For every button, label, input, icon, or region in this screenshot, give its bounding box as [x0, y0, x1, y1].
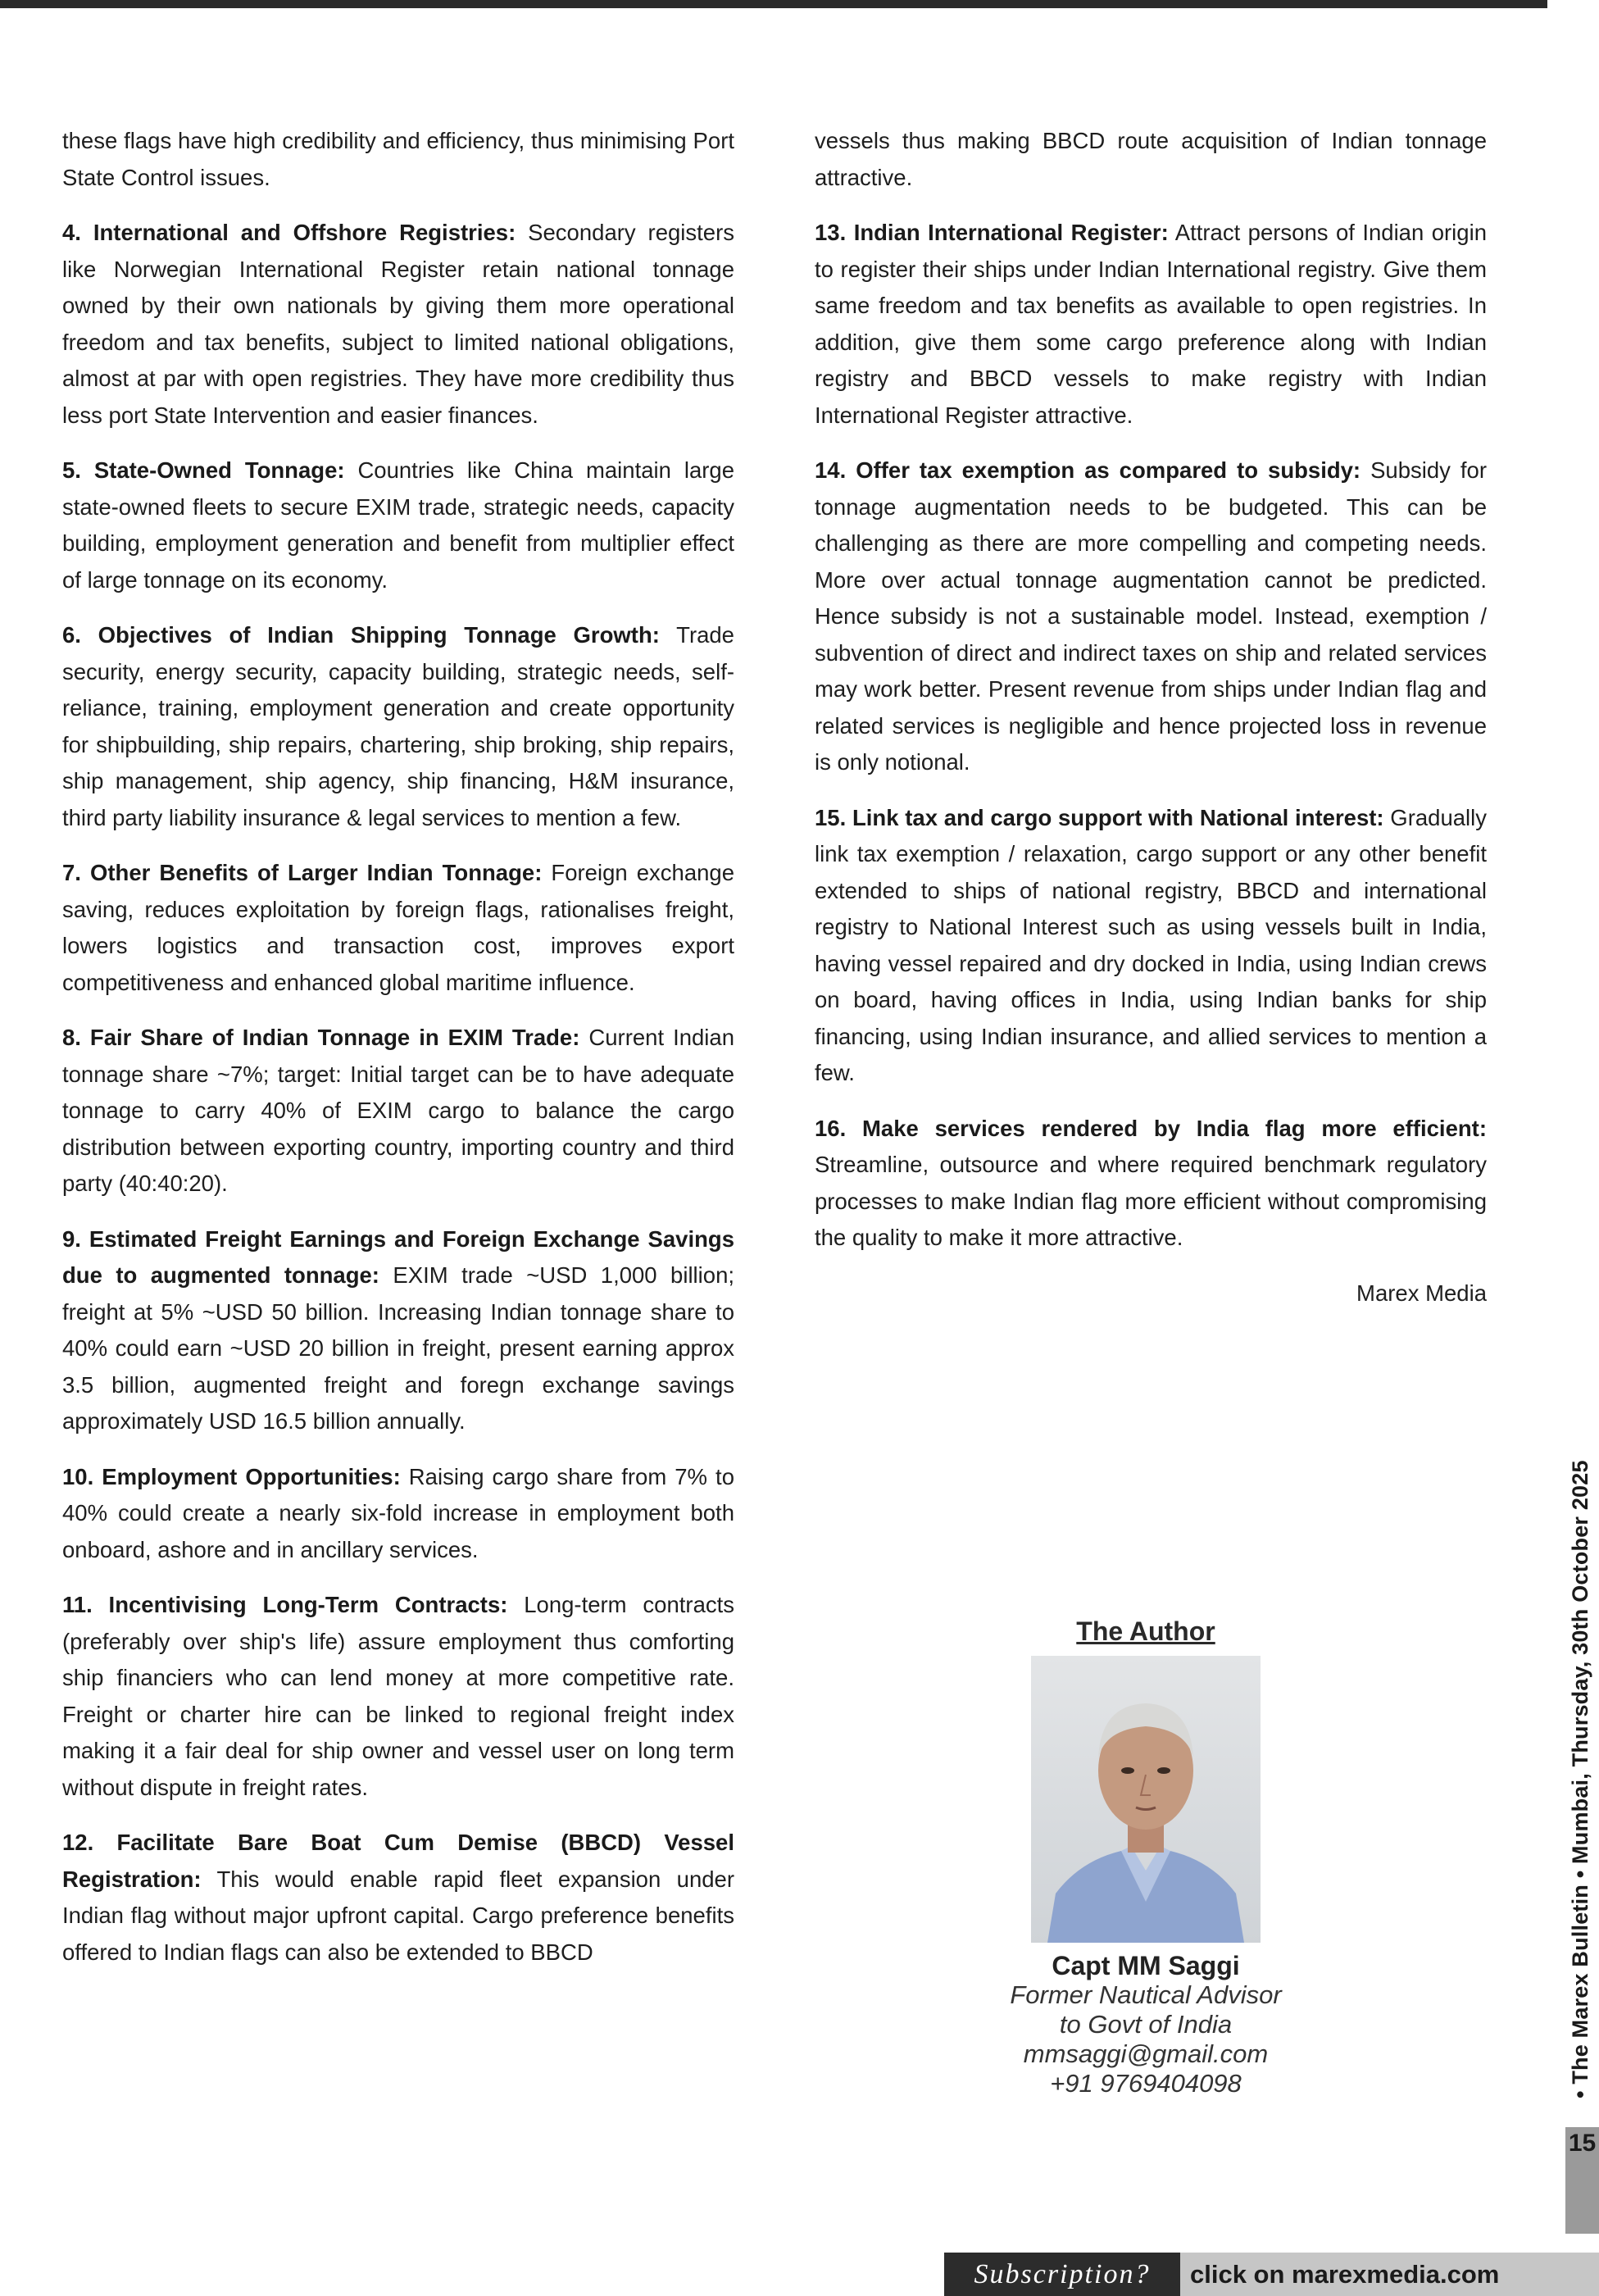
author-title-line-1: Former Nautical Advisor [1010, 1980, 1282, 2009]
paragraph-7 [62, 855, 734, 1001]
paragraph-7-title: 7. Other Benefits of Larger Indian Tonnage: [62, 860, 543, 885]
author-portrait-illustration [1031, 1656, 1261, 1943]
paragraph-13-title: 13. Indian International Register: [815, 220, 1169, 245]
paragraph-8-title: 8. Fair Share of Indian Tonnage in EXIM Trade: [62, 1025, 580, 1050]
page-number: 15 [1565, 2127, 1599, 2160]
paragraph-12-title: 12. Facilitate Bare Boat Cum Demise (BBCD) Vessel Registration: [62, 1830, 734, 1892]
paragraph-13 [815, 215, 1487, 434]
paragraph-11 [62, 1587, 734, 1806]
article-left-column [62, 123, 734, 1989]
author-phone: +91 9769404098 [1050, 2069, 1242, 2098]
author-box [916, 1616, 1375, 2098]
subscription-link[interactable]: click on marexmedia.com [1190, 2260, 1500, 2289]
paragraph-14-body: Subsidy for tonnage augmentation needs to be budgeted. This can be challenging as there are more compelling and competing needs. More over actual tonnage augmentation cannot be predicted. Hence subsidy is not a sustainable model. Instead, exemption / subvention of direct and indirect taxes on ship and related services may work better. Present revenue from ships under Indian flag and related services is negligible and hence projected loss in revenue is only notional. [815, 457, 1487, 775]
paragraph-12-body: This would enable rapid fleet expansion under Indian flag without major upfront capital. Cargo preference benefits offered to Indian flags can also be extended to BBCD [62, 1866, 734, 1965]
author-email[interactable]: mmsaggi@gmail.com [1023, 2039, 1269, 2068]
paragraph-6-body: Trade security, energy security, capacity building, strategic needs, self-reliance, training, employment generation and create opportunity for shipbuilding, ship repairs, chartering, ship broking, ship repairs, ship management, ship agency, ship financing, H&M insurance, third party liability insurance & legal services to mention a few. [62, 622, 734, 830]
paragraph-8-body: Current Indian tonnage share ~7%; target: Initial target can be to have adequate tonnage to carry 40% of EXIM cargo to balance the cargo distribution between exporting country, importing country and third party (40:40:20). [62, 1025, 734, 1196]
left-intro-paragraph: these flags have high credibility and efficiency, thus minimising Port State Control issues. [62, 128, 734, 190]
signoff: Marex Media [1356, 1280, 1487, 1306]
paragraph-4-body: Secondary registers like Norwegian International Register retain national tonnage owned by their own nationals by giving them more operational freedom and tax benefits, subject to limited national obligations, almost at par with open registries. They have more credibility thus less port State Intervention and easier finances. [62, 220, 735, 428]
subscription-banner [944, 2253, 1599, 2296]
paragraph-11-title: 11. Incentivising Long-Term Contracts: [62, 1592, 508, 1617]
author-heading: The Author [1076, 1616, 1215, 1646]
paragraph-15 [815, 800, 1487, 1092]
right-intro-paragraph: vessels thus making BBCD route acquisition of Indian tonnage attractive. [815, 128, 1487, 190]
paragraph-9-title: 9. Estimated Freight Earnings and Foreign Exchange Savings due to augmented tonnage: [62, 1225, 734, 1288]
top-rule [0, 0, 1547, 8]
paragraph-14-title: 14. Offer tax exemption as compared to subsidy: [815, 457, 1361, 483]
paragraph-5-title: 5. State-Owned Tonnage: [62, 457, 345, 483]
paragraph-7-body: Foreign exchange saving, reduces exploitation by foreign flags, rationalises freight, lowers logistics and transaction cost, improves export competitiveness and enhanced global maritime influence. [62, 860, 734, 995]
paragraph-16 [815, 1111, 1487, 1257]
paragraph-9-body: EXIM trade ~USD 1,000 billion; freight at 5% ~USD 50 billion. Increasing Indian tonnage share to 40% could earn ~USD 20 billion in freight, present earning approx 3.5 billion, augmented freight and foregn exchange savings approximately USD 16.5 billion annually. [62, 1262, 734, 1434]
article-right-column [815, 123, 1487, 1330]
bulletin-dateline: • The Marex Bulletin • Mumbai, Thursday, 30th October 2025 [1568, 1460, 1592, 2098]
paragraph-10-body: Raising cargo share from 7% to 40% could create a nearly six-fold increase in employment both onboard, ashore and in ancillary services. [62, 1463, 734, 1562]
author-name: Capt MM Saggi [1052, 1951, 1240, 1980]
paragraph-12 [62, 1825, 734, 1971]
paragraph-5-body: Countries like China maintain large state-owned fleets to secure EXIM trade, strategic needs, capacity building, employment generation and benefit from multiplier effect of large tonnage on its economy. [62, 457, 734, 593]
paragraph-4 [62, 215, 734, 434]
paragraph-15-title: 15. Link tax and cargo support with National interest: [815, 804, 1384, 830]
paragraph-5 [62, 452, 734, 598]
paragraph-13-body: Attract persons of Indian origin to register their ships under Indian International registry. Give them same freedom and tax benefits as available to open registries. In addition, give them some cargo preference along with Indian registry and BBCD vessels to make registry with Indian International Register attractive. [815, 220, 1487, 428]
paragraph-16-title: 16. Make services rendered by India flag more efficient: [815, 1115, 1487, 1141]
author-photo [1031, 1656, 1261, 1943]
paragraph-15-body: Gradually link tax exemption / relaxation, cargo support or any other benefit extended to ships of national registry, BBCD and international registry to National Interest such as using vessels built in India, having vessel repaired and dry docked in India, using Indian crews on board, having offices in India, using Indian banks for ship financing, using Indian insurance, and allied services to mention a few. [815, 804, 1488, 1085]
paragraph-9 [62, 1221, 734, 1440]
paragraph-6-title: 6. Objectives of Indian Shipping Tonnage Growth: [62, 622, 660, 648]
paragraph-11-body: Long-term contracts (preferably over ship's life) assure employment thus comforting ship financiers who can lend money at more competitive rate. Freight or charter hire can be linked to regional freight index making it a fair deal for ship owner and vessel user on long term without dispute in freight rates. [62, 1592, 734, 1800]
paragraph-16-body: Streamline, outsource and where required benchmark regulatory processes to make Indian flag more efficient without compromising the quality to make it more attractive. [815, 1152, 1487, 1250]
paragraph-8 [62, 1020, 734, 1203]
paragraph-10 [62, 1459, 734, 1569]
author-title-line-2: to Govt of India [1059, 2010, 1233, 2039]
paragraph-4-title: 4. International and Offshore Registries: [62, 220, 516, 245]
paragraph-6 [62, 617, 734, 836]
paragraph-10-title: 10. Employment Opportunities: [62, 1463, 401, 1489]
subscription-label: Subscription? [944, 2253, 1180, 2296]
paragraph-14 [815, 452, 1487, 781]
